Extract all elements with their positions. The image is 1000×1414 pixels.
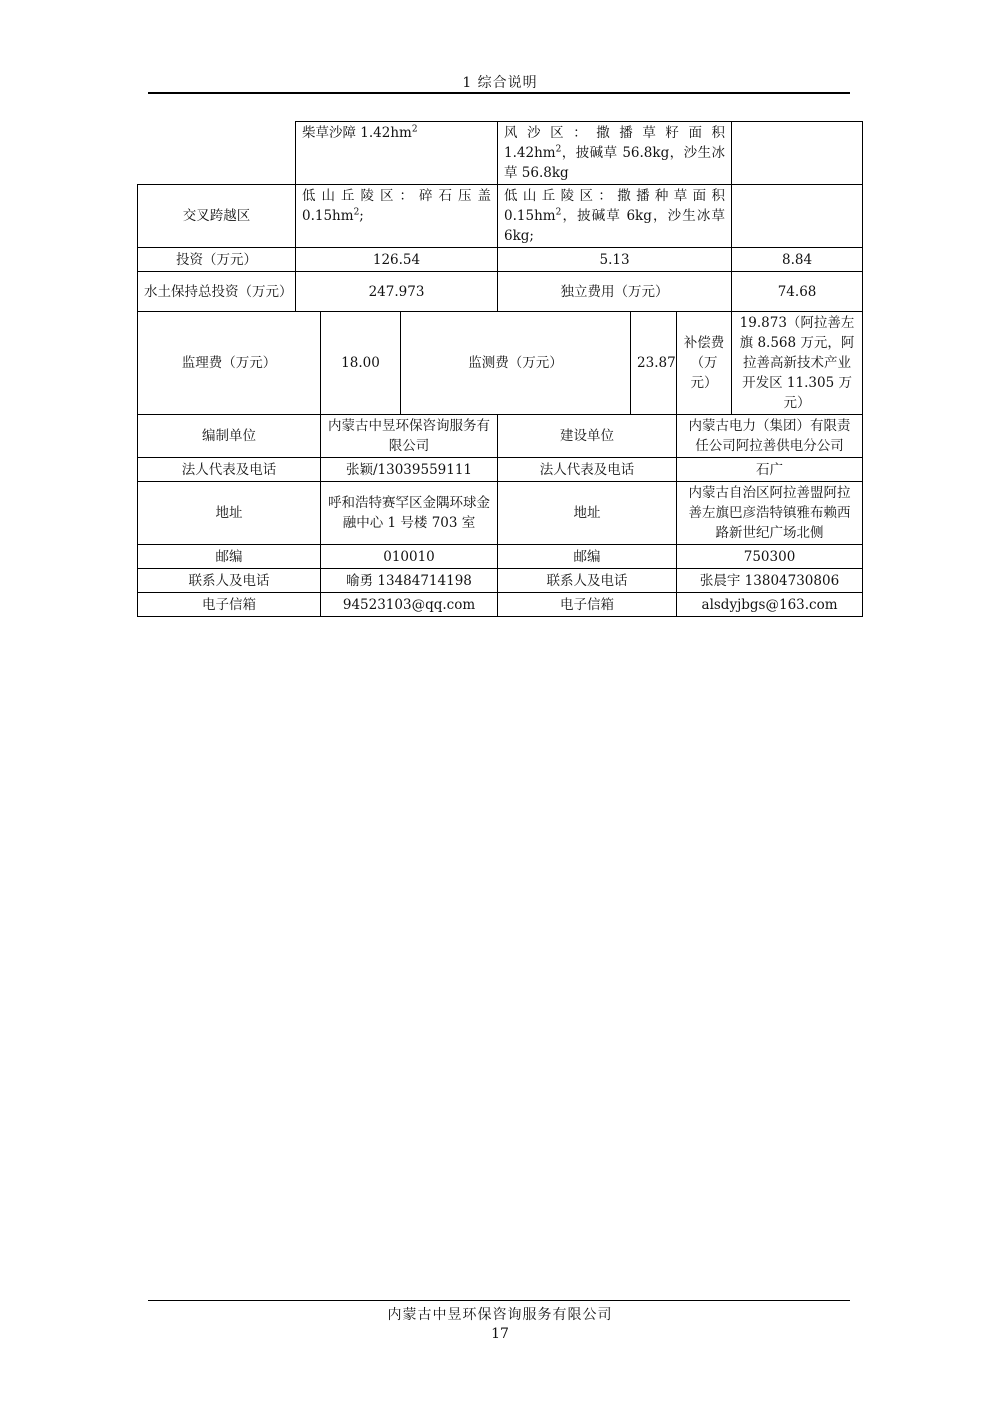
compiler-value: 内蒙古中昱环保咨询服务有限公司 (321, 415, 498, 458)
investment-label: 投资（万元） (138, 248, 296, 272)
total-investment-label: 水土保持总投资（万元） (138, 272, 296, 312)
table-row-investment (138, 248, 863, 272)
email-value-2: alsdyjbgs@163.com (677, 593, 863, 617)
postcode-value-1: 010010 (321, 545, 498, 569)
compensation-fee-value: 19.873（阿拉善左旗 8.568 万元，阿拉善高新技术产业开发区 11.305 万元） (732, 312, 863, 415)
legal-rep-value-1: 张颖/13039559111 (321, 458, 498, 482)
sand-planting-cell: 风 沙 区 ： 撒 播 草 籽 面 积 $1.42hm^2$，披碱草 56.8kg，沙生冰草 56.8kg (498, 122, 732, 185)
table-row-fees (138, 312, 863, 415)
independent-cost-label: 独立费用（万元） (498, 272, 732, 312)
postcode-label-1: 邮编 (138, 545, 321, 569)
postcode-label-2: 邮编 (498, 545, 677, 569)
legal-rep-label-1: 法人代表及电话 (138, 458, 321, 482)
project-info-table (137, 121, 863, 617)
empty-cell (732, 122, 863, 185)
empty-cell (138, 122, 296, 185)
empty-cell (732, 185, 863, 248)
address-label-1: 地址 (138, 482, 321, 545)
page-header-title: 1 综合说明 (462, 75, 538, 91)
monitoring-fee-label: 监测费（万元） (401, 312, 631, 415)
sand-measure-cell: 柴草沙障 $1.42hm^2$ (296, 122, 498, 185)
footer-rule (148, 1300, 850, 1301)
builder-label: 建设单位 (498, 415, 677, 458)
footer-company: 内蒙古中昱环保咨询服务有限公司 (387, 1307, 613, 1323)
table-row-address (138, 482, 863, 545)
table-row-crossing (138, 185, 863, 248)
table-row-email (138, 593, 863, 617)
contact-label-1: 联系人及电话 (138, 569, 321, 593)
email-label-1: 电子信箱 (138, 593, 321, 617)
compiler-label: 编制单位 (138, 415, 321, 458)
address-label-2: 地址 (498, 482, 677, 545)
address-value-2: 内蒙古自治区阿拉善盟阿拉善左旗巴彦浩特镇雅布赖西路新世纪广场北侧 (677, 482, 863, 545)
address-value-1: 呼和浩特赛罕区金隅环球金融中心 1 号楼 703 室 (321, 482, 498, 545)
legal-rep-label-2: 法人代表及电话 (498, 458, 677, 482)
investment-value-1: 126.54 (296, 248, 498, 272)
compensation-fee-label: 补偿费（万元） (677, 312, 732, 415)
supervision-fee-label: 监理费（万元） (138, 312, 321, 415)
contact-label-2: 联系人及电话 (498, 569, 677, 593)
table-row-total-investment (138, 272, 863, 312)
postcode-value-2: 750300 (677, 545, 863, 569)
crossing-planting-cell: 低 山 丘 陵 区 ： 撒 播 种 草 面 积 $0.15hm^2$，披碱草 6kg，沙生冰草 6kg; (498, 185, 732, 248)
table-row-units (138, 415, 863, 458)
crossing-label: 交叉跨越区 (138, 185, 296, 248)
independent-cost-value: 74.68 (732, 272, 863, 312)
email-label-2: 电子信箱 (498, 593, 677, 617)
table-row-contact (138, 569, 863, 593)
table-row-postcode (138, 545, 863, 569)
investment-value-2: 5.13 (498, 248, 732, 272)
table-row-legal (138, 458, 863, 482)
investment-value-3: 8.84 (732, 248, 863, 272)
builder-value: 内蒙古电力（集团）有限责任公司阿拉善供电分公司 (677, 415, 863, 458)
crossing-measure-cell: 低 山 丘 陵 区 ： 碎 石 压 盖 $0.15hm^2$; (296, 185, 498, 248)
supervision-fee-value: 18.00 (321, 312, 401, 415)
contact-value-2: 张晨宇 13804730806 (677, 569, 863, 593)
total-investment-value: 247.973 (296, 272, 498, 312)
monitoring-fee-value: 23.87 (631, 312, 677, 415)
page-number: 17 (491, 1326, 509, 1342)
table-row-sand (138, 122, 863, 185)
email-value-1: 94523103@qq.com (321, 593, 498, 617)
contact-value-1: 喻勇 13484714198 (321, 569, 498, 593)
legal-rep-value-2: 石广 (677, 458, 863, 482)
header-rule (148, 92, 850, 94)
